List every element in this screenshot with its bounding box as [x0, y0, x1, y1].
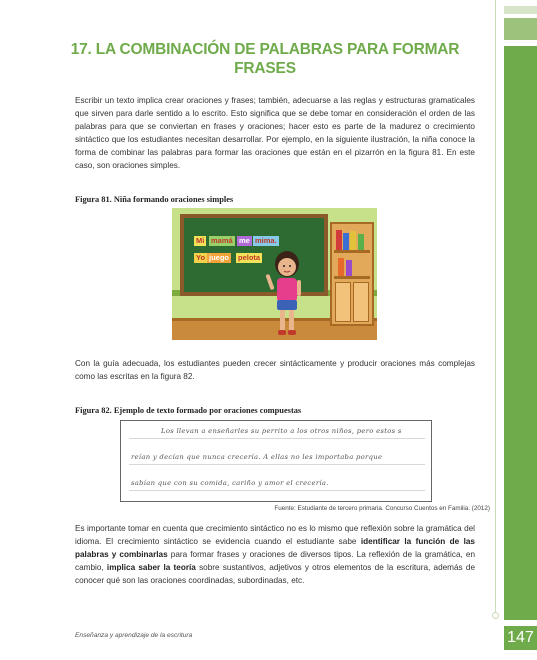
shelf-board	[334, 250, 370, 253]
sidebar-bar	[504, 46, 537, 620]
figure-82-caption: Figura 82. Ejemplo de texto formado por oraciones compuestas	[75, 406, 302, 415]
text-run: Es importante tomar en cuenta que crecimiento sintáctico no es lo mismo que reflexión sobre la gramática del idioma. El crecimiento sintáctico se evidencia cuando el estudiante sabe	[75, 524, 475, 546]
shelf-board	[334, 276, 370, 279]
page-number: 147	[504, 626, 537, 650]
sidebar-tab-pale	[504, 6, 537, 14]
figure-81-caption: Figura 81. Niña formando oraciones simples	[75, 195, 234, 204]
board-word: juego	[209, 253, 229, 262]
board-word: Yo	[196, 253, 206, 262]
text-run: para formar frases y oraciones de diversos tipos. La reflexión de la gramática, en cambio,	[75, 549, 476, 572]
ruled-line	[129, 464, 425, 465]
board-word: mamá	[211, 236, 233, 245]
margin-rule-dot	[492, 612, 499, 619]
board-word: pelota	[238, 253, 261, 262]
paragraph-conclusion	[75, 523, 475, 588]
running-footer: Enseñanza y aprendizaje de la escritura	[75, 632, 193, 639]
sidebar-tab-light	[504, 18, 537, 40]
paragraph-guide: Con la guía adecuada, los estudiantes pueden crecer sintácticamente y producir oraciones más complejas como las escritas en la figura 82.	[75, 359, 475, 381]
figure-82-handwriting	[120, 420, 432, 502]
page-title: 17. LA COMBINACIÓN DE PALABRAS PARA FORMAR FRASES	[70, 41, 460, 77]
bookshelf	[330, 222, 374, 326]
paragraph-intro: Escribir un texto implica crear oraciones y frases; también, adecuarse a las reglas y estructuras gramaticales que sirven para darle sentido a lo escrito. Esto significa que se debe tomar en consideración el orden de las palabras para que se conviertan en frases y oraciones; hacer esto es parte de la madurez o crecimiento sintáctico que los estudiantes necesitan desarrollar. Por ejemplo, en la siguiente ilustración, la niña conoce la forma de combinar las palabras para formar las oraciones que están en el pizarrón en la figura 81. En este caso, son oraciones simples.	[75, 96, 475, 170]
text-run: sobre sustantivos, adjetivos y otros elementos de la escritura, además de conocer qué son las oraciones coordinadas, subordinadas, etc.	[75, 562, 475, 585]
board-word: mima.	[255, 236, 277, 245]
margin-rule	[495, 0, 496, 612]
ruled-line	[129, 438, 425, 439]
book	[336, 230, 342, 250]
book	[346, 260, 352, 276]
cabinet-door	[335, 282, 351, 322]
handwriting-line: sabían que con su comida, cariño y amor el crecería.	[131, 479, 329, 487]
figure-82-source: Fuente: Estudiante de tercero primaria. Concurso Cuentos en Familia. (2012)	[274, 505, 490, 512]
girl-figure	[262, 250, 312, 340]
bold-phrase: identificar la función de las palabras y combinarlas	[75, 536, 475, 559]
board-word: me	[239, 236, 250, 245]
book	[358, 234, 364, 250]
cabinet-door	[353, 282, 369, 322]
book	[338, 258, 344, 276]
bold-phrase: implica saber la teoría	[106, 562, 196, 572]
book	[350, 231, 356, 250]
book	[343, 233, 349, 250]
handwriting-line: Los llevan a enseñarles su perrito a los otros niños, pero estos s	[161, 427, 402, 435]
board-word: Mi	[196, 236, 205, 245]
ruled-line	[129, 490, 425, 491]
handwriting-line: reían y decían que nunca crecería. A ellas no les importaba porque	[131, 453, 383, 461]
figure-81-illustration	[172, 208, 377, 340]
